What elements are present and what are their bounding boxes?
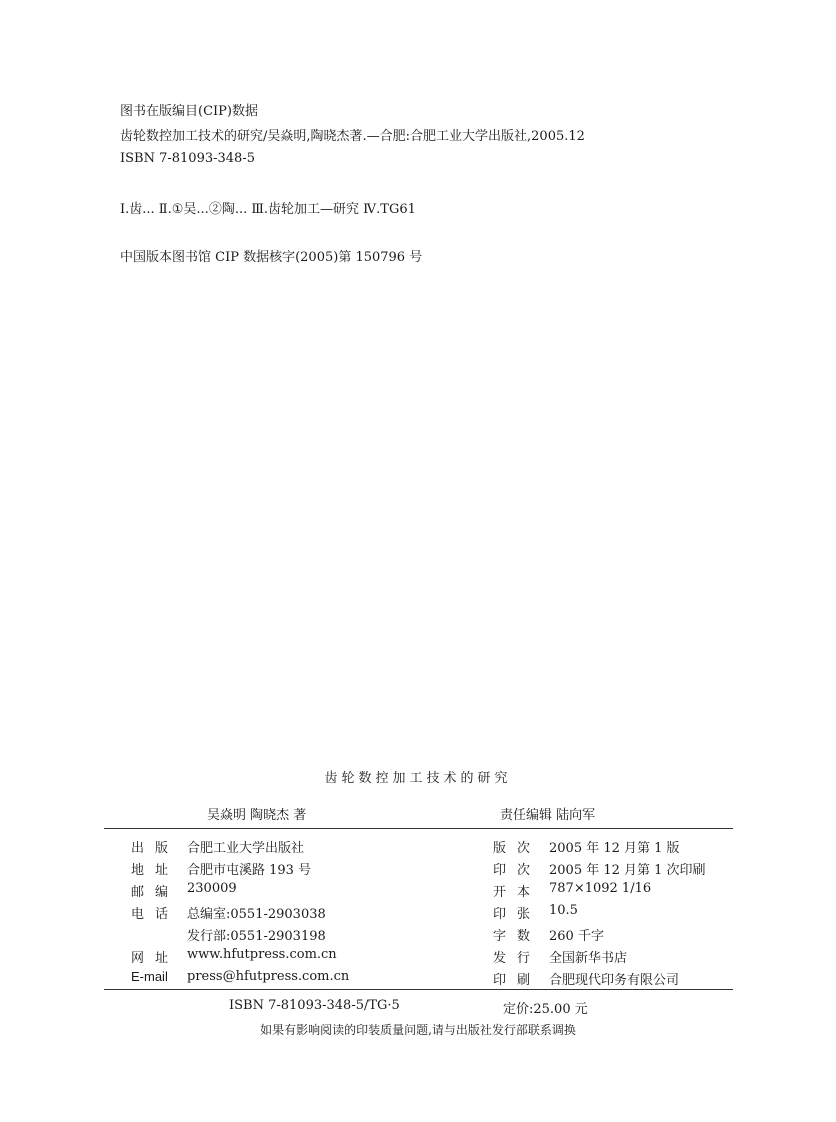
quality-notice: 如果有影响阅读的印装质量问题,请与出版社发行部联系调换 [260, 1023, 576, 1037]
sheets-label: 印张 [493, 907, 542, 922]
phone-editorial-value: 总编室:0551-2903038 [187, 907, 326, 922]
email-label: E-mail [131, 969, 168, 984]
postcode-label: 邮编 [131, 885, 180, 900]
format-value: 787×1092 1/16 [549, 881, 652, 896]
colophon-price: 定价:25.00 元 [503, 1002, 588, 1017]
edition-value: 2005 年 12 月第 1 版 [549, 841, 680, 856]
colophon-book-title: 齿轮数控加工技术的研究 [324, 771, 512, 786]
postcode-value: 230009 [187, 881, 237, 896]
printing-value: 2005 年 12 月第 1 次印刷 [549, 863, 706, 878]
sheets-value: 10.5 [549, 903, 578, 918]
email-value: press@hfutpress.com.cn [187, 969, 350, 984]
word-count-value: 260 千字 [549, 929, 604, 944]
printer-label: 印刷 [493, 973, 542, 988]
top-rule-divider [104, 828, 733, 829]
printing-label: 印次 [493, 863, 542, 878]
website-label: 网址 [131, 951, 180, 966]
word-count-label: 字数 [493, 929, 542, 944]
address-label: 地址 [131, 863, 180, 878]
address-value: 合肥市屯溪路 193 号 [187, 863, 312, 878]
bottom-rule-divider [104, 989, 733, 990]
colophon-editor: 责任编辑 陆向军 [500, 808, 596, 823]
cip-title-line: 齿轮数控加工技术的研究/吴焱明,陶晓杰著.—合肥:合肥工业大学出版社,2005.12 [120, 129, 585, 144]
cip-heading: 图书在版编目(CIP)数据 [120, 104, 258, 119]
cip-classification: Ⅰ.齿... Ⅱ.①吴...②陶... Ⅲ.齿轮加工—研究 Ⅳ.TG61 [120, 202, 416, 217]
printer-value: 合肥现代印务有限公司 [549, 973, 680, 988]
phone-label: 电话 [131, 907, 180, 922]
distributor-value: 全国新华书店 [549, 951, 628, 966]
cip-record-number: 中国版本图书馆 CIP 数据核字(2005)第 150796 号 [120, 250, 423, 265]
colophon-authors: 吴焱明 陶晓杰 著 [207, 808, 307, 823]
edition-label: 版次 [493, 841, 542, 856]
publisher-value: 合肥工业大学出版社 [187, 841, 305, 856]
colophon-isbn: ISBN 7-81093-348-5/TG·5 [229, 998, 400, 1013]
website-value: www.hfutpress.com.cn [187, 947, 337, 962]
phone-distribution-value: 发行部:0551-2903198 [187, 929, 326, 944]
distributor-label: 发行 [493, 951, 542, 966]
format-label: 开本 [493, 885, 542, 900]
publisher-label: 出版 [131, 841, 180, 856]
cip-isbn-line: ISBN 7-81093-348-5 [120, 151, 255, 166]
